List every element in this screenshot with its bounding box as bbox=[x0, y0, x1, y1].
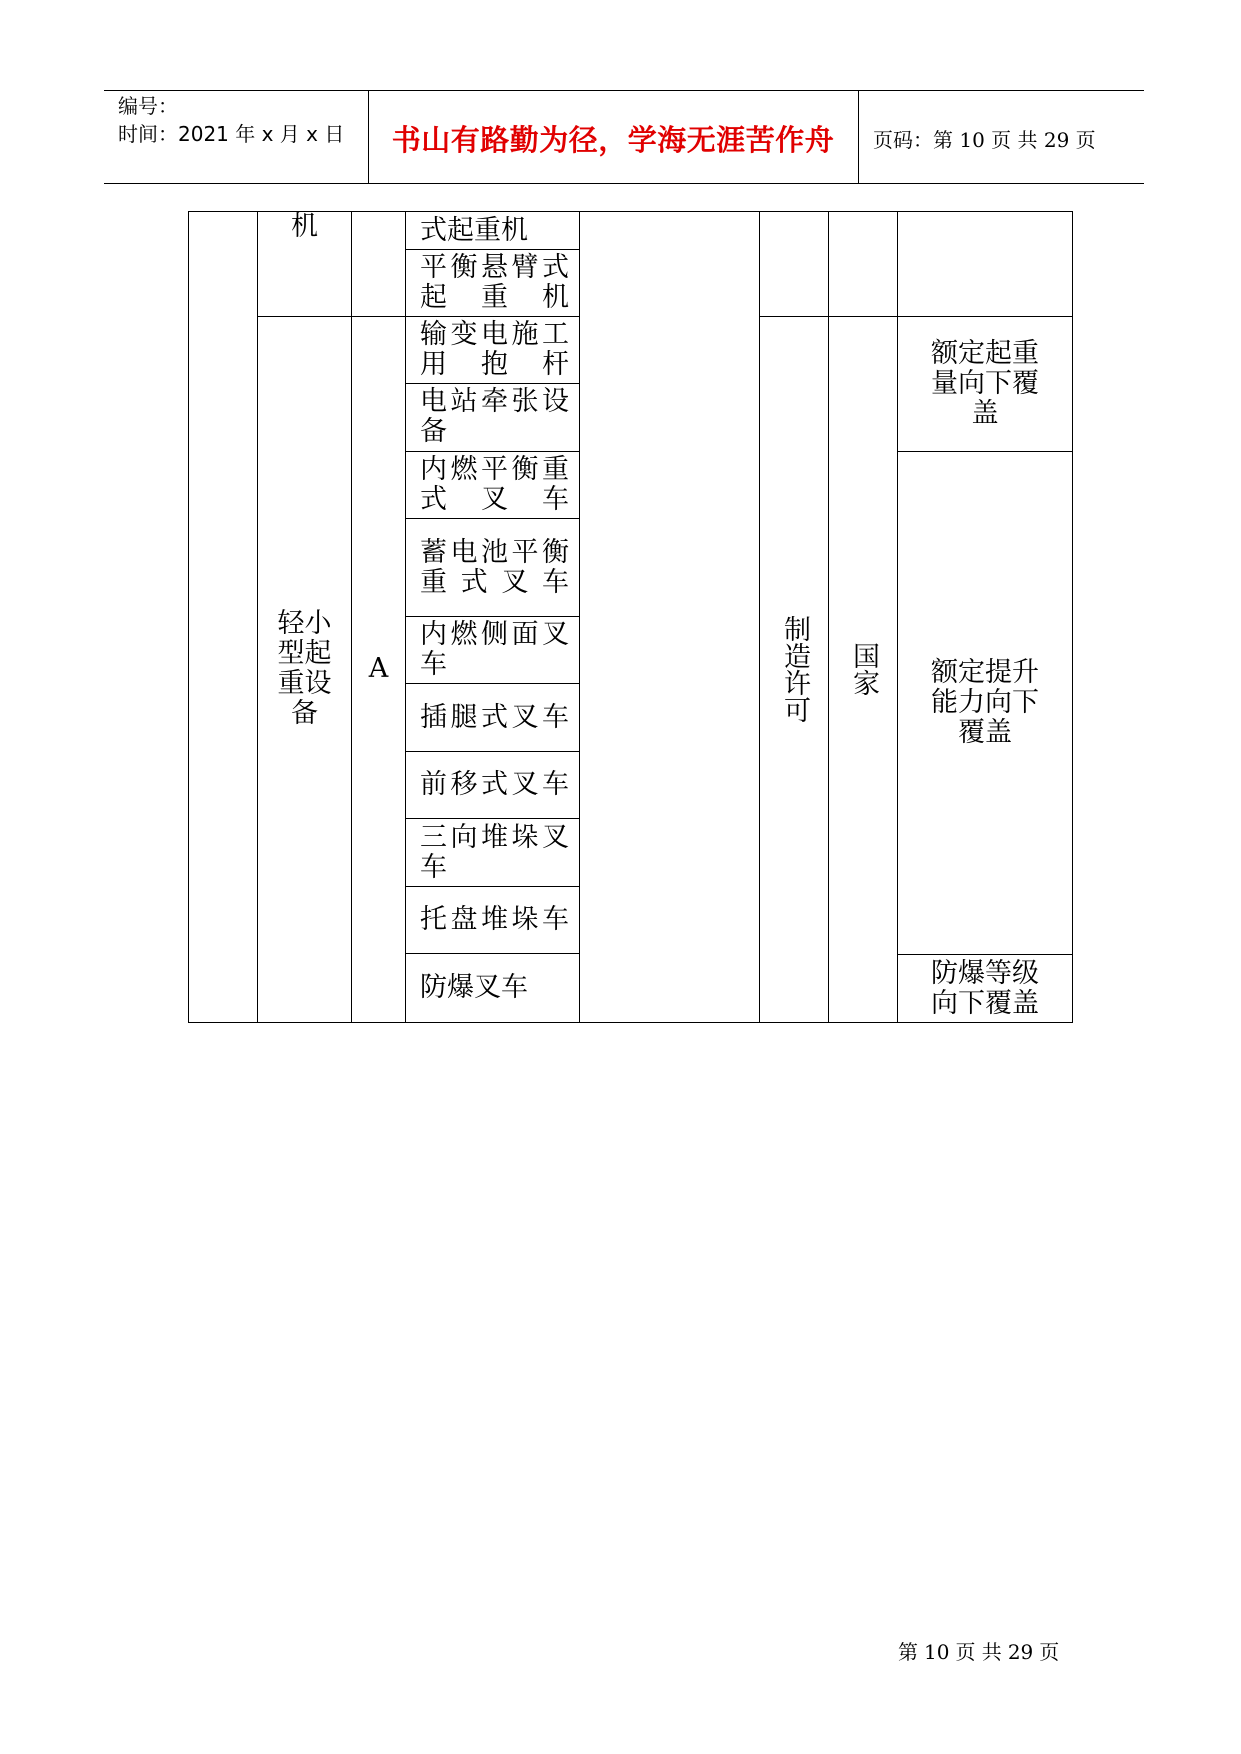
variety-cell bbox=[406, 519, 580, 617]
variety-cell bbox=[406, 616, 580, 683]
footer-page-total: 29 bbox=[1007, 1640, 1034, 1664]
table-row bbox=[189, 212, 1073, 250]
variety-cell bbox=[406, 684, 580, 751]
footer-prefix: 第 bbox=[898, 1640, 918, 1664]
doc-number-label: 编号： bbox=[118, 94, 178, 118]
category2-cell bbox=[258, 316, 352, 1022]
scope-cell-top bbox=[898, 212, 1073, 317]
variety-text: 式起重机 bbox=[420, 214, 528, 246]
authority-cell-top bbox=[829, 212, 898, 317]
variety-cell bbox=[406, 819, 580, 886]
header-meta bbox=[118, 92, 344, 148]
empty-column-cell bbox=[580, 212, 760, 1023]
license-cell-top bbox=[760, 212, 829, 317]
variety-text: 内燃平衡重式叉车 bbox=[420, 453, 569, 515]
variety-text: 蓄电池平衡重式叉车 bbox=[420, 536, 569, 598]
variety-text: 电站牵张设备 bbox=[420, 386, 569, 448]
header-top-rule bbox=[104, 90, 1144, 91]
variety-cell bbox=[406, 212, 580, 250]
doc-time-label: 时间：2021 年 x 月 x 日 bbox=[118, 122, 345, 146]
header-motto: 书山有路勤为径，学海无涯苦作舟 bbox=[391, 123, 835, 157]
category2-top-text: 机 bbox=[291, 211, 318, 242]
footer-mid: 页 共 bbox=[955, 1640, 1002, 1664]
variety-text: 输变电施工用抱杆 bbox=[420, 319, 569, 380]
license-cell bbox=[760, 316, 829, 1022]
scope-cell bbox=[898, 316, 1073, 451]
footer-page-no: 10 bbox=[924, 1640, 950, 1664]
scope-cell bbox=[898, 451, 1073, 955]
scope-text: 额定提升能力向下覆盖 bbox=[931, 657, 1039, 749]
scope-cell bbox=[898, 955, 1073, 1023]
variety-cell bbox=[406, 250, 580, 316]
header-page-label: 页码：第 10 页 共 29 页 bbox=[873, 128, 1096, 152]
variety-cell bbox=[406, 954, 580, 1023]
variety-cell bbox=[406, 384, 580, 451]
footer-suffix: 页 bbox=[1039, 1640, 1060, 1664]
scope-text: 防爆等级向下覆盖 bbox=[931, 957, 1039, 1019]
category2-cell-top bbox=[258, 212, 352, 317]
code-text: A bbox=[368, 653, 389, 685]
variety-text: 托盘堆垛车 bbox=[420, 904, 569, 936]
header-divider-2 bbox=[858, 90, 859, 184]
variety-cell bbox=[406, 316, 580, 383]
variety-text: 平衡悬臂式起重机 bbox=[420, 252, 569, 314]
variety-text: 前移式叉车 bbox=[420, 769, 569, 801]
equipment-table bbox=[188, 211, 1073, 1023]
scope-text: 额定起重量向下覆盖 bbox=[931, 337, 1039, 429]
authority-cell bbox=[829, 316, 898, 1022]
variety-text: 三向堆垛叉车 bbox=[420, 821, 569, 883]
variety-text: 插腿式叉车 bbox=[420, 701, 569, 733]
license-text: 制造许可 bbox=[779, 615, 810, 724]
page-footer bbox=[898, 1636, 1059, 1665]
category2-text: 轻小型起重设备 bbox=[277, 608, 332, 730]
category-cell bbox=[189, 212, 258, 1023]
variety-text: 防爆叉车 bbox=[420, 972, 528, 1004]
authority-text: 国家 bbox=[848, 642, 879, 697]
code-cell-top bbox=[352, 212, 406, 317]
variety-cell bbox=[406, 451, 580, 518]
variety-text: 内燃侧面叉车 bbox=[420, 619, 569, 681]
code-cell bbox=[352, 316, 406, 1022]
variety-cell bbox=[406, 886, 580, 953]
header-bottom-rule bbox=[104, 183, 1144, 184]
variety-cell bbox=[406, 751, 580, 818]
